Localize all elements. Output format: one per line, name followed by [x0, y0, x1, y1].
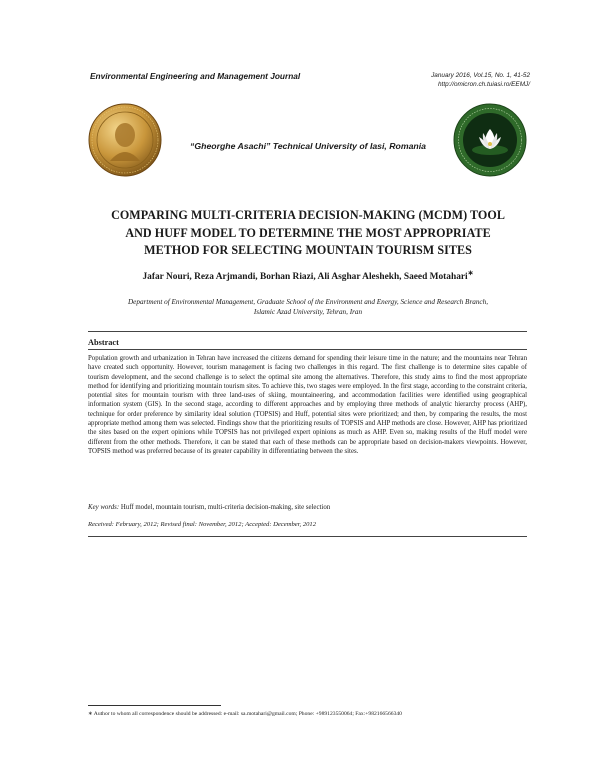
abstract-heading: Abstract: [88, 338, 119, 347]
university-seal-logo: [88, 103, 162, 177]
correspondence-footnote: ∗ Author to whom all correspondence should be addressed: e-mail: sa.motahari@gmail.com; Phone: +989123550064; Fax:+982166566340: [88, 711, 402, 717]
journal-url[interactable]: http://omicron.ch.tuiasi.ro/EEMJ/: [438, 81, 530, 88]
keywords-label: Key words:: [88, 504, 120, 511]
abstract-top-rule: [88, 331, 527, 332]
issue-line: January 2016, Vol.15, No. 1, 41-52: [431, 72, 530, 79]
keywords-list: Huff model, mountain tourism, multi-criteria decision-making, site selection: [119, 504, 331, 511]
title-line: AND HUFF MODEL TO DETERMINE THE MOST APPROPRIATE: [125, 225, 491, 240]
journal-name: Environmental Engineering and Management Journal: [90, 71, 301, 81]
footnote-rule: [88, 705, 221, 706]
article-title: [80, 207, 536, 260]
issue-info: [431, 71, 530, 89]
authors-line: [80, 269, 536, 282]
university-name: “Gheorghe Asachi” Technical University of Iasi, Romania: [190, 141, 426, 151]
corresponding-author-mark: ∗: [467, 269, 474, 277]
title-line: COMPARING MULTI-CRITERIA DECISION-MAKING (MCDM) TOOL: [111, 208, 505, 222]
journal-lotus-logo: [453, 103, 527, 177]
affiliation-line: Department of Environmental Management, Graduate School of the Environment and Energy, Science and Research Branch,: [127, 298, 489, 306]
title-line: METHOD FOR SELECTING MOUNTAIN TOURISM SITES: [144, 243, 472, 257]
abstract-text: Population growth and urbanization in Tehran have increased the citizens demand for spending their leisure time in the nature; and the mountains near Tehran have created such opportunity. However, tourism management is facing two challenges in this regard. The first challenge is to determine sites capable of tourism development, and the second challenge is to select the optimal site among the alternatives. Therefore, this study aims to find the most appropriate method for identifying and prioritizing mountain tourism sites. To achieve this, two stages were employed. In the first stage, according to the constraint criteria, potential sites for mountain tourism with three land-uses of skiing, mountaineering, and accommodation facilities were identified using geographical information system (GIS). In the second stage, according to different approaches and by employing three methods of analytic hierarchy process (AHP), technique for order preference by similarity ideal solution (TOPSIS) and Huff, potential sites were prioritized; and then, by comparing the results, the most appropriate method among them was selected. Findings show that the prioritizing results of TOPSIS and AHP methods are close. However, AHP has prioritized the sites based on the expert opinions while TOPSIS has not privileged expert opinions as much as AHP. Even so, making results of the Huff model were different from the other methods. Therefore, it can be stated that each of these methods can be appropriate based on decision-makers viewpoints. However, TOPSIS method was preferred because of its greater capability in differentiating between the sites.: [88, 355, 527, 455]
abstract-heading-rule: [88, 349, 527, 350]
affiliation-line: Islamic Azad University, Tehran, Iran: [253, 308, 363, 316]
abstract-bottom-rule: [88, 536, 527, 537]
keywords: [88, 504, 527, 511]
affiliation: [88, 297, 528, 317]
author-names: Jafar Nouri, Reza Arjmandi, Borhan Riazi, Ali Asghar Aleshekh, Saeed Motahari: [142, 272, 468, 283]
received-dates: Received: February, 2012; Revised final: November, 2012; Accepted: December, 2012: [88, 521, 317, 528]
